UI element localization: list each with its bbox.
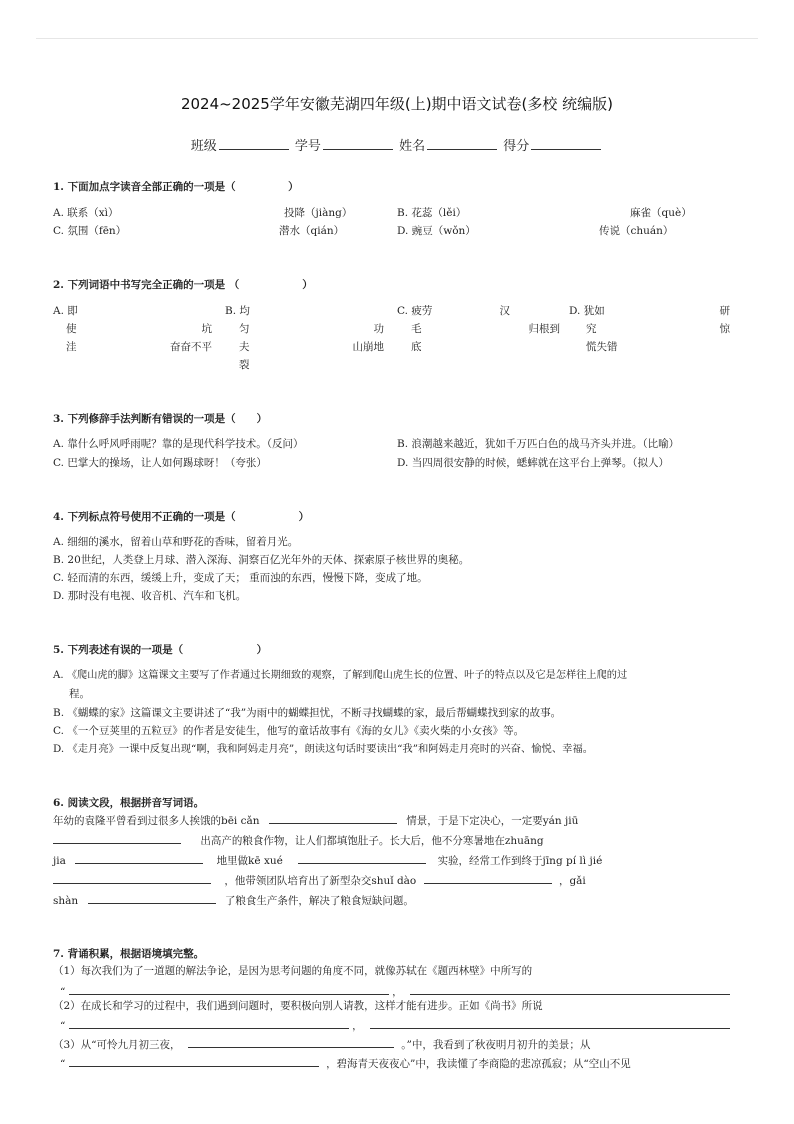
q5-option-a[interactable]: A. 《爬山虎的脚》这篇课文主要写了作者通过长期细致的观察，了解到爬山虎生长的位置、叶子的特点以及它是怎样往上爬的过 bbox=[53, 670, 628, 681]
q6-text: ，他带领团队培育出了新型杂交shuǐ dào bbox=[224, 875, 417, 887]
class-blank[interactable] bbox=[219, 137, 289, 150]
q1-option-b-word2: 麻雀（què） bbox=[630, 207, 692, 219]
q6-line-2 bbox=[53, 831, 544, 850]
q7-stem: 7. 背诵积累，根据语境填完整。 bbox=[53, 948, 205, 960]
q1-option-d[interactable]: D. 豌豆（wǒn） bbox=[397, 225, 476, 237]
q7-sentence-4 bbox=[60, 1054, 631, 1073]
score-blank[interactable] bbox=[531, 137, 601, 150]
q5-option-b[interactable]: B. 《蝴蝶的家》这篇课文主要讲述了“我”为雨中的蝴蝶担忧，不断寻找蝴蝶的家，最后帮蝴蝶找到家的故事。 bbox=[53, 707, 562, 719]
name-label: 姓名 bbox=[399, 139, 426, 154]
q7-open-quote: “ bbox=[60, 1020, 66, 1032]
q1-option-d-word2: 传说（chuán） bbox=[599, 225, 674, 237]
q2-option-d[interactable] bbox=[569, 302, 618, 356]
q2-a-right-line: 坑 bbox=[201, 323, 212, 335]
q7-open-quote: “ bbox=[60, 986, 66, 998]
q6-text: 地里做kē xué bbox=[216, 855, 283, 867]
q6-text: 实验，经常工作到终于jīng pí lì jié bbox=[437, 855, 603, 867]
q2-d-right-line: 惊 bbox=[719, 323, 730, 335]
q2-d-right bbox=[700, 302, 730, 338]
q2-d-right-line: 研 bbox=[719, 305, 730, 317]
q2-a-line: 使 bbox=[66, 323, 77, 335]
q6-blank-kexue[interactable] bbox=[298, 851, 426, 864]
q4-option-c[interactable]: C. 轻而清的东西，缓缓上升，变成了天； 重而浊的东西，慢慢下降，变成了地。 bbox=[53, 572, 428, 584]
student-info-row bbox=[0, 135, 794, 154]
q7-blank[interactable] bbox=[69, 1016, 349, 1029]
q6-line-3 bbox=[53, 851, 602, 870]
q5-option-a-cont: 程。 bbox=[69, 688, 90, 700]
q7-sentence-1: （1）每次我们为了一道题的解法争论，是因为思考问题的角度不同，就像苏轼在《题西林壁》中所写的 bbox=[53, 965, 533, 977]
q7-blank[interactable] bbox=[410, 982, 730, 995]
q6-blank-jingpilijie[interactable] bbox=[53, 871, 211, 884]
q3-option-b[interactable]: B. 浪潮越来越近，犹如千万匹白色的战马齐头并进。（比喻） bbox=[397, 438, 680, 450]
q2-c-line: C. 疲劳 bbox=[397, 305, 433, 317]
q2-a-line: A. 即 bbox=[53, 305, 78, 317]
q2-b-line: 夫 bbox=[239, 341, 250, 353]
q4-option-a[interactable]: A. 细细的溪水，留着山草和野花的香味，留着月光。 bbox=[53, 536, 299, 548]
class-label: 班级 bbox=[190, 139, 217, 154]
id-label: 学号 bbox=[294, 139, 321, 154]
q6-blank-gaishan[interactable] bbox=[88, 891, 216, 904]
q2-b-line: B. 均 bbox=[225, 305, 250, 317]
q2-c-mid-line: 汉 bbox=[499, 305, 510, 317]
q2-b-right-line: 山崩地 bbox=[352, 341, 384, 353]
q7-blank[interactable] bbox=[69, 982, 389, 995]
q5-option-c[interactable]: C. 《一个豆荚里的五粒豆》的作者是安徒生，他写的童话故事有《海的女儿》《卖火柴的小女孩》等。 bbox=[53, 725, 525, 737]
q6-text: ，gǎi bbox=[558, 875, 586, 887]
q2-b-right bbox=[330, 320, 384, 356]
header-divider bbox=[36, 38, 758, 39]
q6-line-1 bbox=[53, 811, 578, 830]
q2-a-line: 洼 bbox=[66, 341, 77, 353]
q6-blank-yanjiu[interactable] bbox=[53, 831, 181, 844]
q2-option-b[interactable] bbox=[225, 302, 250, 374]
q3-option-d[interactable]: D. 当四周很安静的时候，蟋蟀就在这平台上弹琴。（拟人） bbox=[397, 457, 669, 469]
q2-stem: 2. 下列词语中书写完全正确的一项是 （ ） bbox=[53, 279, 313, 291]
q1-stem: 1. 下面加点字读音全部正确的一项是（ ） bbox=[53, 181, 299, 193]
q1-option-b[interactable]: B. 花蕊（lěi） bbox=[397, 207, 467, 219]
q4-option-b[interactable]: B. 20世纪，人类登上月球、潜入深海、洞察百亿光年外的天体、探索原子核世界的奥秘。 bbox=[53, 554, 470, 566]
q6-blank-shuidao[interactable] bbox=[424, 871, 552, 884]
q6-stem: 6. 阅读文段，根据拼音写词语。 bbox=[53, 797, 205, 809]
q7-comma: ， bbox=[392, 986, 403, 998]
q6-line-4 bbox=[53, 871, 586, 890]
q2-a-right-line: 奋奋不平 bbox=[170, 341, 212, 353]
page-title: 2024~2025学年安徽芜湖四年级(上)期中语文试卷(多校 统编版) bbox=[180, 95, 614, 113]
q6-line-5 bbox=[53, 891, 414, 910]
q2-option-a[interactable] bbox=[53, 302, 78, 356]
q6-text: 出高产的粮食作物，让人们都填饱肚子。长大后，他不分寒暑地在zhuāng bbox=[200, 835, 544, 847]
q7-open-quote: “ bbox=[60, 1058, 66, 1070]
q1-option-c[interactable]: C. 氛围（fēn） bbox=[53, 225, 127, 237]
q7-sentence-2: （2）在成长和学习的过程中，我们遇到问题时，要积极向别人请教，这样才能有进步。正如《尚书》所说 bbox=[53, 1000, 543, 1012]
q2-option-c[interactable] bbox=[397, 302, 432, 356]
q7-blank[interactable] bbox=[69, 1054, 319, 1067]
q2-d-line: 慌失错 bbox=[586, 341, 618, 353]
name-blank[interactable] bbox=[427, 137, 497, 150]
q4-option-d[interactable]: D. 那时没有电视、收音机、汽车和飞机。 bbox=[53, 590, 247, 602]
id-blank[interactable] bbox=[323, 137, 393, 150]
q2-b-right-line: 功 bbox=[373, 323, 384, 335]
q2-c-mid bbox=[480, 302, 560, 338]
q5-stem: 5. 下列表述有误的一项是（ ） bbox=[53, 644, 268, 656]
q7-text: 。”中，我看到了秋夜明月初升的美景；从 bbox=[401, 1039, 591, 1051]
q5-option-d[interactable]: D. 《走月亮》一课中反复出现“啊，我和阿妈走月亮”，朗读这句话时要读出“我”和阿妈走月亮时的兴奋、愉悦、幸福。 bbox=[53, 743, 594, 755]
q2-a-right bbox=[160, 320, 212, 356]
q3-option-a[interactable]: A. 靠什么呼风呼雨呢？靠的是现代科学技术。（反问） bbox=[53, 438, 304, 450]
q2-b-line: 裂 bbox=[239, 359, 250, 371]
q3-option-c[interactable]: C. 巴掌大的操场，让人如何踢球呀！（夸张） bbox=[53, 457, 267, 469]
q3-stem: 3. 下列修辞手法判断有错误的一项是（ ） bbox=[53, 413, 268, 425]
q7-text: ，碧海青天夜夜心”中，我读懂了李商隐的悲凉孤寂；从“空山不见 bbox=[326, 1058, 631, 1070]
q7-text: （3）从“可怜九月初三夜， bbox=[53, 1039, 181, 1051]
q7-sentence-3 bbox=[53, 1035, 590, 1054]
q1-option-a-word2: 投降（jiàng） bbox=[284, 207, 353, 219]
q2-b-line: 匀 bbox=[239, 323, 250, 335]
q6-text: 年幼的袁隆平曾看到过很多人挨饿的bēi cǎn bbox=[53, 815, 260, 827]
q2-d-line: 究 bbox=[586, 323, 597, 335]
q6-text: shàn bbox=[53, 895, 79, 907]
q2-c-mid-line: 归根到 bbox=[528, 323, 560, 335]
q7-comma: ， bbox=[352, 1020, 363, 1032]
q1-option-a[interactable]: A. 联系（xì） bbox=[53, 207, 119, 219]
score-label: 得分 bbox=[503, 139, 530, 154]
q6-blank-zhuangjia[interactable] bbox=[75, 851, 203, 864]
q4-stem: 4. 下列标点符号使用不正确的一项是（ ） bbox=[53, 511, 310, 523]
q6-blank-beican[interactable] bbox=[269, 811, 397, 824]
q2-d-line: D. 犹如 bbox=[569, 305, 605, 317]
q2-c-line: 毛 bbox=[411, 323, 422, 335]
q2-c-line: 底 bbox=[411, 341, 422, 353]
q6-text: 情景，于是下定决心，一定要yán jiū bbox=[406, 815, 579, 827]
q6-text: jia bbox=[53, 855, 66, 867]
q1-option-c-word2: 潜水（qián） bbox=[279, 225, 345, 237]
q7-blank[interactable] bbox=[370, 1016, 730, 1029]
q7-blank[interactable] bbox=[188, 1035, 394, 1048]
q6-text: 了粮食生产条件，解决了粮食短缺问题。 bbox=[224, 895, 414, 907]
q7-blank-row-2 bbox=[60, 1016, 730, 1035]
